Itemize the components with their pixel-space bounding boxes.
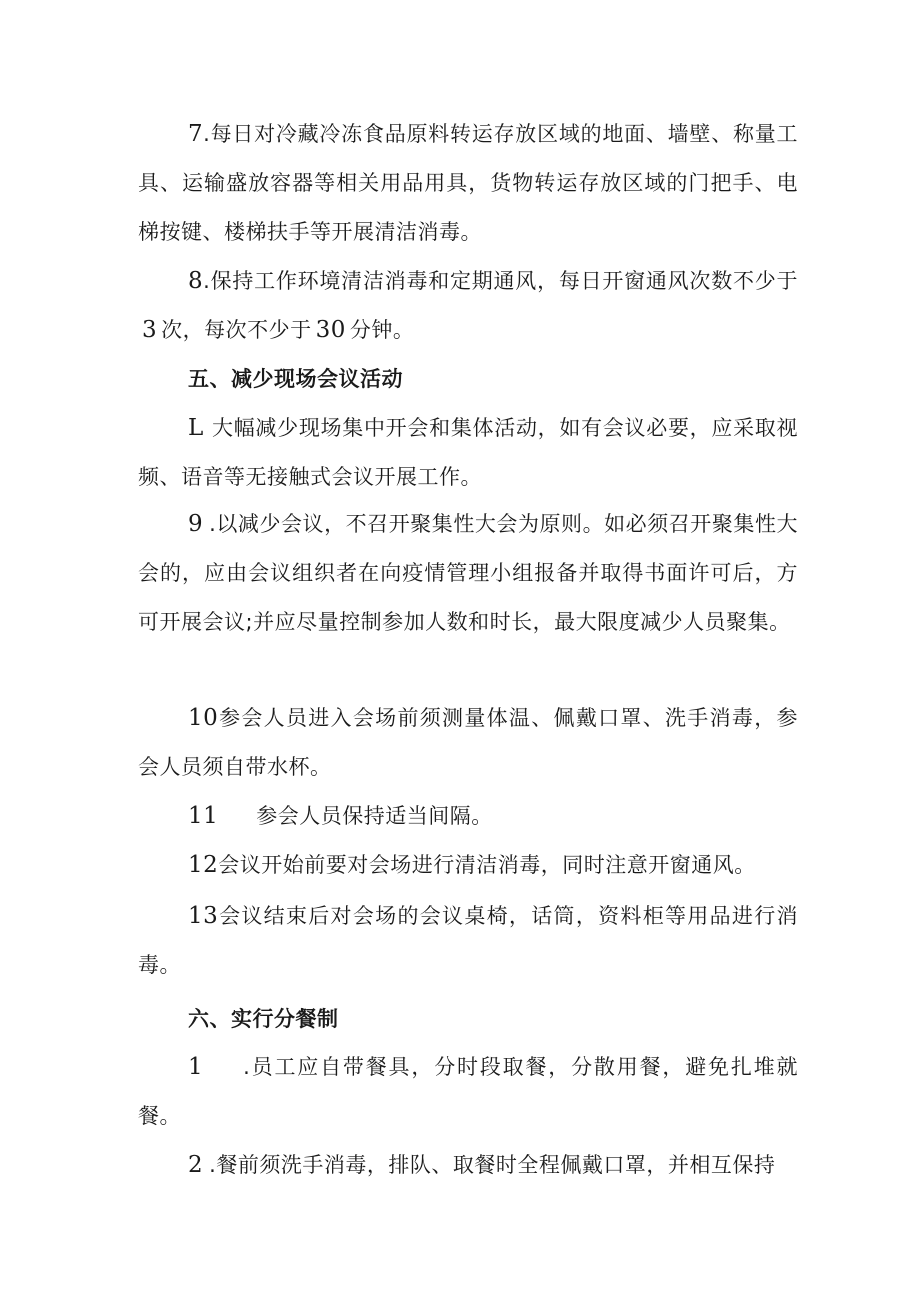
paragraph-item-8 [138,257,798,355]
item-number: L [188,415,204,441]
item-number: 11 [188,803,219,829]
paragraph-item-10 [138,694,798,792]
paragraph-item-13 [138,892,798,990]
paragraph-text: .保持工作环境清洁消毒和定期通风，每日开窗通风次数不少于 [203,269,798,293]
paragraph-text: .以减少会议，不召开聚集性大会为原则。如必须召开聚集性大会的，应由会议组织者在向疫情管理小组报备并取得书面许可后，方可开展会议;并应尽量控制参加人数和时长，最大限度减少人员聚集。 [138,512,798,634]
section-heading-5: 五、减少现场会议活动 [188,367,403,391]
paragraph-item-9 [138,500,798,647]
paragraph-item-1 [138,1043,798,1141]
paragraph-text: .员工应自带餐具，分时段取餐，分散用餐，避免扎堆就餐。 [138,1055,798,1128]
item-number: 10 [188,705,219,731]
inline-number: 30 [315,317,346,343]
paragraph-text: 会议开始前要对会场进行清洁消毒，同时注意开窗通风。 [218,853,756,877]
paragraph-item-L [138,404,798,502]
item-number: 13 [188,903,219,929]
item-number: 1 [188,1054,204,1080]
item-number: 7 [188,121,204,147]
inline-number: 3 [142,317,158,343]
paragraph-item-11 [138,792,798,841]
paragraph-text: .每日对冷藏冷冻食品原料转运存放区域的地面、墙壁、称量工具、运输盛放容器等相关用品用具，货物转运存放区域的门把手、电梯按键、楼梯扶手等开展清洁消毒。 [138,122,798,244]
paragraph-text: 次，每次不少于 [161,318,312,342]
paragraph-item-2 [138,1141,798,1190]
item-number: 8 [188,268,204,294]
item-number: 9 [188,511,204,537]
paragraph-text: 分钟。 [349,318,415,342]
paragraph-text: 大幅减少现场集中开会和集体活动，如有会议必要，应采取视频、语音等无接触式会议开展工作。 [138,416,798,489]
paragraph-text: 参会人员进入会场前须测量体温、佩戴口罩、洗手消毒，参会人员须自带水杯。 [138,706,798,779]
paragraph-item-7 [138,110,798,257]
paragraph-text: 参会人员保持适当间隔。 [256,804,493,828]
section-heading-6: 六、实行分餐制 [188,1007,339,1031]
paragraph-text: .餐前须洗手消毒，排队、取餐时全程佩戴口罩，并相互保持 [209,1153,776,1177]
item-number: 12 [188,852,219,878]
item-number: 2 [188,1152,204,1178]
paragraph-item-12 [138,841,798,890]
paragraph-text: 会议结束后对会场的会议桌椅，话筒，资料柜等用品进行消毒。 [138,904,798,977]
